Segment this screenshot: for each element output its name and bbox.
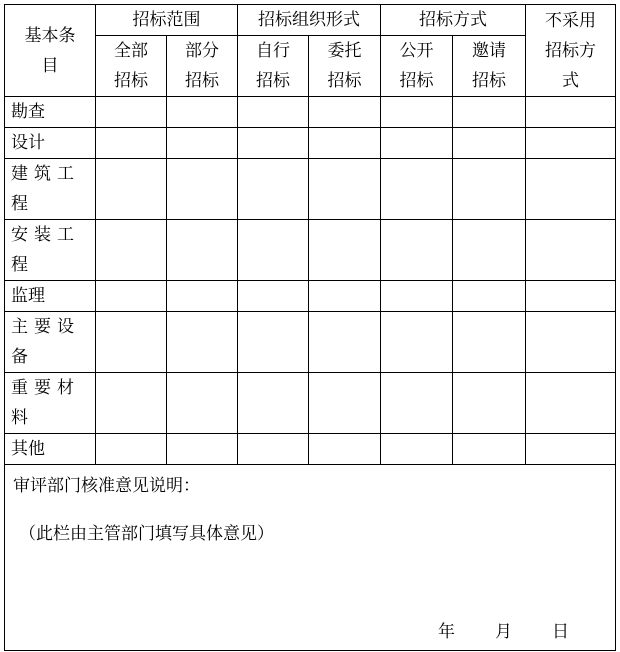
row-label: 其他 bbox=[5, 434, 96, 465]
input-cell[interactable] bbox=[167, 281, 238, 312]
input-cell[interactable] bbox=[309, 97, 381, 128]
input-cell[interactable] bbox=[167, 220, 238, 281]
input-cell[interactable] bbox=[381, 281, 453, 312]
input-cell[interactable] bbox=[453, 159, 526, 220]
input-cell[interactable] bbox=[381, 373, 453, 434]
opinion-note: （此栏由主管部门填写具体意见） bbox=[19, 524, 274, 544]
input-cell[interactable] bbox=[238, 373, 309, 434]
header-no-bidding: 不采用招标方式 bbox=[526, 5, 616, 97]
table-row bbox=[5, 128, 616, 159]
row-label: 设计 bbox=[5, 128, 96, 159]
input-cell[interactable] bbox=[96, 281, 167, 312]
input-cell[interactable] bbox=[453, 373, 526, 434]
input-cell[interactable] bbox=[381, 312, 453, 373]
table-row bbox=[5, 312, 616, 373]
input-cell[interactable] bbox=[526, 220, 616, 281]
row-label: 勘查 bbox=[5, 97, 96, 128]
header-scope: 招标范围 bbox=[96, 5, 238, 36]
input-cell[interactable] bbox=[238, 220, 309, 281]
header-method: 招标方式 bbox=[381, 5, 526, 36]
input-cell[interactable] bbox=[381, 220, 453, 281]
row-label: 建筑工程 bbox=[5, 159, 96, 220]
input-cell[interactable] bbox=[238, 281, 309, 312]
input-cell[interactable] bbox=[167, 373, 238, 434]
input-cell[interactable] bbox=[381, 159, 453, 220]
input-cell[interactable] bbox=[526, 159, 616, 220]
input-cell[interactable] bbox=[453, 220, 526, 281]
input-cell[interactable] bbox=[453, 434, 526, 465]
input-cell[interactable] bbox=[96, 220, 167, 281]
input-cell[interactable] bbox=[238, 97, 309, 128]
table-row bbox=[5, 159, 616, 220]
approval-opinion-section[interactable] bbox=[5, 465, 616, 651]
header-scope-all: 全部招标 bbox=[96, 36, 167, 97]
table-row bbox=[5, 97, 616, 128]
input-cell[interactable] bbox=[453, 128, 526, 159]
input-cell[interactable] bbox=[381, 434, 453, 465]
input-cell[interactable] bbox=[167, 434, 238, 465]
input-cell[interactable] bbox=[526, 128, 616, 159]
header-org-entrust: 委托招标 bbox=[309, 36, 381, 97]
header-org-self: 自行招标 bbox=[238, 36, 309, 97]
input-cell[interactable] bbox=[309, 434, 381, 465]
date-line bbox=[438, 617, 569, 642]
input-cell[interactable] bbox=[167, 128, 238, 159]
opinion-title: 审评部门核准意见说明： bbox=[13, 476, 200, 496]
input-cell[interactable] bbox=[167, 97, 238, 128]
header-scope-part: 部分招标 bbox=[167, 36, 238, 97]
date-year: 年 bbox=[438, 622, 455, 642]
input-cell[interactable] bbox=[96, 159, 167, 220]
input-cell[interactable] bbox=[381, 128, 453, 159]
table-row bbox=[5, 220, 616, 281]
input-cell[interactable] bbox=[526, 434, 616, 465]
row-label: 主要设备 bbox=[5, 312, 96, 373]
bidding-approval-table bbox=[4, 4, 616, 651]
input-cell[interactable] bbox=[526, 373, 616, 434]
input-cell[interactable] bbox=[96, 373, 167, 434]
header-method-open: 公开招标 bbox=[381, 36, 453, 97]
input-cell[interactable] bbox=[526, 312, 616, 373]
input-cell[interactable] bbox=[167, 312, 238, 373]
input-cell[interactable] bbox=[309, 373, 381, 434]
input-cell[interactable] bbox=[453, 281, 526, 312]
input-cell[interactable] bbox=[238, 128, 309, 159]
input-cell[interactable] bbox=[238, 312, 309, 373]
input-cell[interactable] bbox=[381, 97, 453, 128]
input-cell[interactable] bbox=[238, 159, 309, 220]
input-cell[interactable] bbox=[96, 97, 167, 128]
input-cell[interactable] bbox=[96, 312, 167, 373]
input-cell[interactable] bbox=[526, 281, 616, 312]
input-cell[interactable] bbox=[309, 159, 381, 220]
header-org-form: 招标组织形式 bbox=[238, 5, 381, 36]
input-cell[interactable] bbox=[96, 434, 167, 465]
input-cell[interactable] bbox=[309, 281, 381, 312]
date-month: 月 bbox=[495, 622, 512, 642]
table-row bbox=[5, 373, 616, 434]
input-cell[interactable] bbox=[167, 159, 238, 220]
date-day: 日 bbox=[552, 622, 569, 642]
input-cell[interactable] bbox=[309, 220, 381, 281]
row-label: 监理 bbox=[5, 281, 96, 312]
input-cell[interactable] bbox=[309, 312, 381, 373]
row-label: 安装工程 bbox=[5, 220, 96, 281]
header-basic-items: 基本条目 bbox=[5, 5, 96, 97]
input-cell[interactable] bbox=[453, 97, 526, 128]
input-cell[interactable] bbox=[526, 97, 616, 128]
input-cell[interactable] bbox=[238, 434, 309, 465]
table-row bbox=[5, 281, 616, 312]
input-cell[interactable] bbox=[96, 128, 167, 159]
input-cell[interactable] bbox=[453, 312, 526, 373]
header-method-invite: 邀请招标 bbox=[453, 36, 526, 97]
row-label: 重要材料 bbox=[5, 373, 96, 434]
table-row bbox=[5, 434, 616, 465]
input-cell[interactable] bbox=[309, 128, 381, 159]
